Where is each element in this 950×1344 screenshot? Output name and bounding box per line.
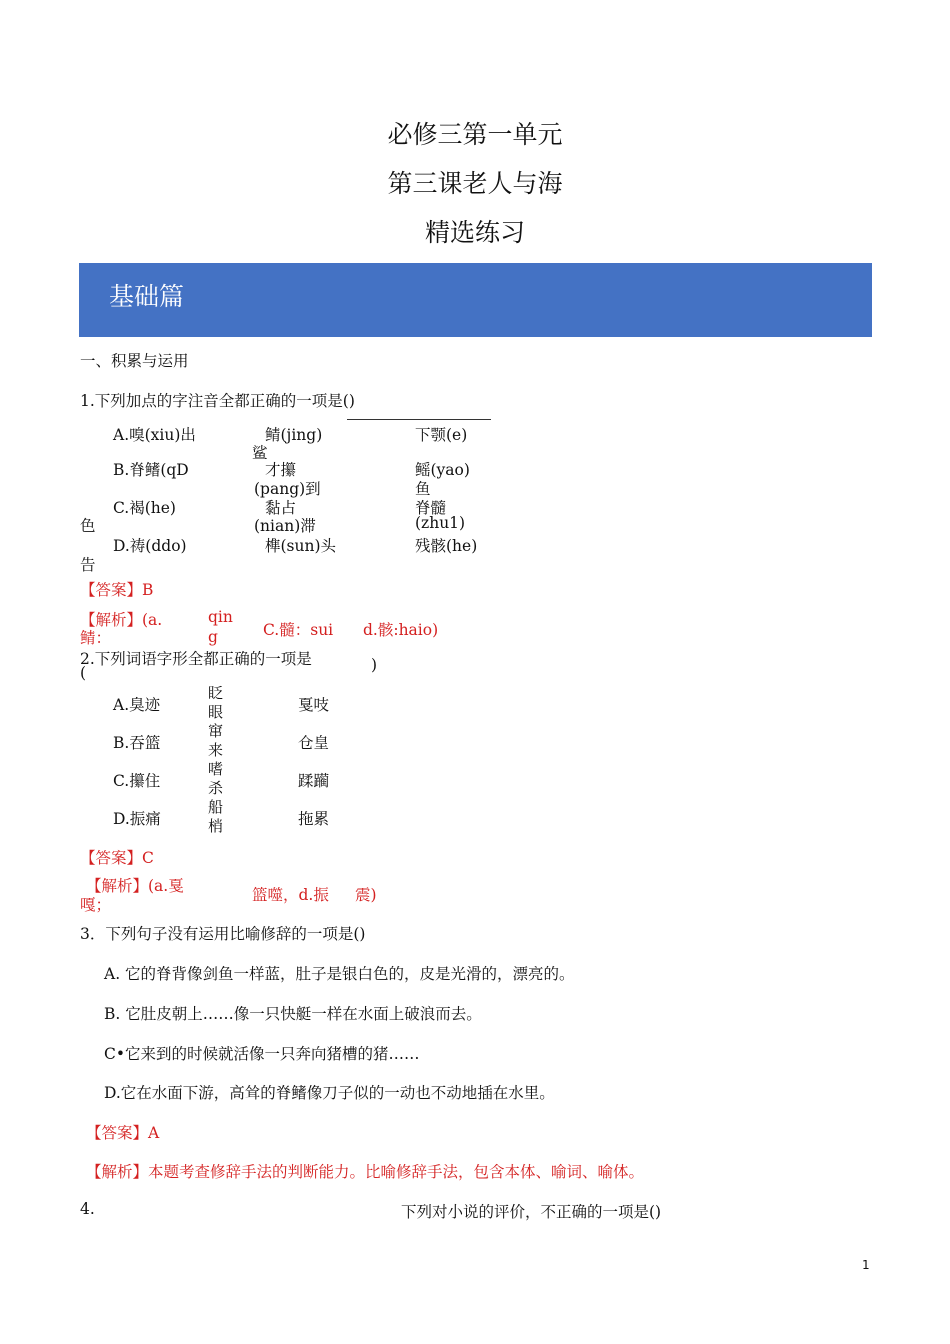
q4-number: 4. — [80, 1200, 95, 1218]
q3-explanation — [86, 1160, 644, 1182]
doc-title-line-2: 第三课老人与海 — [387, 169, 563, 198]
q3-option-d: D.它在水面下游，高耸的脊鳍像刀子似的一动也不动地插在水里。 — [104, 1084, 555, 1102]
q2-option-c-1: C.攥住 — [113, 772, 161, 790]
q3-option-b: B. 它肚皮朝上……像一只快艇一样在水面上破浪而去。 — [104, 1005, 482, 1023]
q3-option-a: A. 它的脊背像剑鱼一样蓝，肚子是银白色的，皮是光滑的，漂亮的。 — [104, 965, 575, 983]
q1-stem: 1.下列加点的字注音全都正确的一项是() — [80, 392, 355, 410]
q2-option-c-3: 蹂躏 — [298, 772, 330, 790]
q1-option-d-3: 残骸(he) — [415, 537, 478, 555]
q2-option-a-3: 戛吱 — [298, 696, 330, 714]
q3-explanation-label: 【解析】 — [86, 1163, 149, 1181]
q3-option-c: C•它来到的时候就活像一只奔向猪槽的猪…… — [104, 1045, 420, 1063]
q1-option-c-2-cut: (nian)滞 — [254, 517, 316, 535]
section-heading: 一、积累与运用 — [80, 352, 189, 370]
q1-option-d-2: 榫(sun)头 — [265, 537, 337, 555]
q1-option-b-3-cut: 鱼 — [415, 480, 431, 498]
q1-explanation-label: 【解析】(a. — [80, 611, 163, 629]
q1-option-c-3-cut: (zhu1) — [415, 514, 466, 532]
q1-explanation-qing-2: g — [208, 628, 218, 646]
q3-stem: 3．下列句子没有运用比喻修辞的一项是() — [80, 925, 366, 943]
q2-paren-close: ) — [371, 656, 378, 674]
q4-stem: 下列对小说的评价，不正确的一项是() — [401, 1203, 662, 1221]
q2-explanation-b: 篮噬，d.振 — [252, 886, 329, 904]
q1-answer: 【答案】B — [80, 581, 154, 599]
q2-explanation-b-2: 震) — [355, 886, 377, 904]
q1-explanation-c: C.髓：sui — [263, 621, 334, 639]
underline-rule — [347, 419, 491, 420]
q2-option-b-2: 窜来 — [208, 722, 224, 759]
doc-title-line-1: 必修三第一单元 — [387, 120, 563, 149]
q2-option-d-1: D.振痛 — [113, 810, 161, 828]
section-banner — [79, 263, 872, 337]
q1-option-d-1: D.祷(ddo) — [113, 537, 187, 555]
q2-option-d-2: 船梢 — [208, 798, 224, 835]
q2-explanation-label: 【解析】(a.戛 — [86, 877, 184, 895]
q2-option-a-2: 眨眼 — [208, 684, 224, 721]
page-number: 1 — [862, 1258, 870, 1272]
q1-option-d-1-cut: 告 — [80, 556, 96, 574]
banner-title: 基础篇 — [109, 282, 185, 311]
q1-option-a-3: 下颚(e) — [415, 426, 468, 444]
q1-option-c-2: 黏占 — [265, 499, 297, 517]
doc-title-line-3: 精选练习 — [424, 218, 525, 247]
q2-answer: 【答案】C — [80, 849, 154, 867]
q1-option-a-2-cut: 鲨 — [252, 444, 268, 462]
q2-option-b-1: B.吞篮 — [113, 734, 161, 752]
q1-option-b-2: 才攥 — [265, 461, 297, 479]
q2-paren-open: ( — [80, 664, 87, 682]
q3-answer: 【答案】A — [86, 1124, 160, 1142]
q1-option-c-1-cut: 色 — [80, 517, 96, 535]
q2-option-a-1: A.臭迹 — [113, 696, 161, 714]
q2-option-b-3: 仓皇 — [298, 734, 330, 752]
q3-explanation-text: 本题考查修辞手法的判断能力。比喻修辞手法，包含本体、喻词、喻体。 — [148, 1163, 645, 1181]
q2-option-d-3: 拖累 — [298, 810, 330, 828]
q1-option-b-1: B.脊鳍(qD — [113, 461, 189, 479]
q1-explanation-qing: qin — [208, 608, 233, 626]
q1-explanation-label-2: 鲭： — [80, 629, 112, 647]
q2-stem: 2.下列词语字形全都正确的一项是 — [80, 650, 312, 668]
q1-option-b-2-cut: (pang)到 — [254, 480, 321, 498]
q1-option-c-3: 脊髓 — [415, 499, 447, 517]
q1-option-a-2: 鲭(jing) — [265, 426, 323, 444]
q1-option-c-1: C.褐(he) — [113, 499, 176, 517]
q1-option-b-3: 鳐(yao) — [415, 461, 470, 479]
q1-explanation-d: d.骸:haio) — [363, 621, 439, 639]
q1-option-a-1: A.嗅(xiu)出 — [113, 426, 196, 444]
q2-option-c-2: 嗜杀 — [208, 760, 224, 797]
q2-explanation-label-2: 嘎； — [80, 896, 112, 914]
